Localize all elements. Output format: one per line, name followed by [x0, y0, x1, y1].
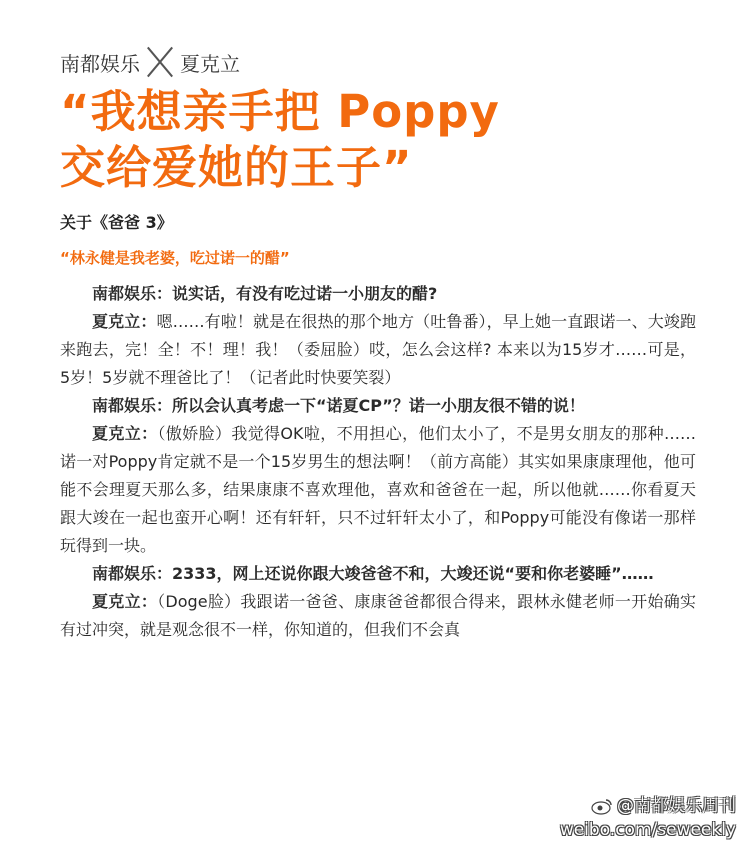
paragraph [60, 392, 696, 420]
speaker-label: 南都娱乐： [92, 396, 173, 415]
byline-left: 南都娱乐 [60, 51, 140, 76]
watermark-name: @南都娱乐周刊 [617, 796, 736, 816]
paragraph [60, 280, 696, 308]
section-subheading: “林永健是我老婆，吃过诺一的醋” [60, 249, 290, 267]
byline-header [60, 47, 240, 77]
article-body [60, 280, 696, 644]
weibo-logo-icon [591, 797, 613, 815]
paragraph-text: （傲娇脸）我觉得OK啦，不用担心，他们太小了，不是男女朋友的那种……诺一对Poppy肯定就不是一个15岁男生的想法啊！（前方高能）其实如果康康理他，他可能不会理夏天那么多，结果康康不喜欢理他，喜欢和爸爸在一起，所以他就……你看夏天跟大竣在一起也蛮开心啊！还有轩轩，只不过轩轩太小了，和Poppy可能没有像诺一那样玩得到一块。 [60, 424, 696, 555]
byline-right: 夏克立 [180, 51, 240, 76]
paragraph-text: 说实话，有没有吃过诺一小朋友的醋? [172, 284, 438, 303]
paragraph-text: 所以会认真考虑一下“诺夏CP”？诺一小朋友很不错的说！ [172, 396, 585, 415]
paragraph-text: 2333，网上还说你跟大竣爸爸不和，大竣还说“要和你老婆睡”…… [172, 564, 654, 583]
paragraph [60, 308, 696, 392]
paragraph-text: 嗯……有啦！就是在很热的那个地方（吐鲁番），早上她一直跟诺一、大竣跑来跑去，完！全！不！理！我！（委屈脸）哎，怎么会这样? 本来以为15岁才……可是，5岁！5岁就不理爸比了！（记者此时快要笑裂） [60, 312, 696, 387]
paragraph [60, 560, 696, 588]
paragraph [60, 420, 696, 560]
speaker-label: 夏克立： [92, 424, 158, 443]
paragraph-text: （Doge脸）我跟诺一爸爸、康康爸爸都很合得来，跟林永健老师一开始确实有过冲突，就是观念很不一样，你知道的，但我们不会真 [60, 592, 696, 639]
speaker-label: 夏克立： [92, 592, 158, 611]
speaker-label: 南都娱乐： [92, 564, 173, 583]
cross-icon [148, 47, 172, 77]
paragraph [60, 588, 696, 644]
speaker-label: 夏克立： [92, 312, 157, 331]
speaker-label: 南都娱乐： [92, 284, 173, 303]
section-heading: 关于《爸爸 3》 [60, 213, 173, 232]
title-line-1: “我想亲手把 Poppy [60, 85, 500, 138]
title-line-2: 交给爱她的王子” [60, 141, 413, 194]
watermark-url: weibo.com/seweekly [559, 820, 736, 840]
weibo-watermark [560, 794, 736, 842]
article-title [60, 84, 740, 196]
